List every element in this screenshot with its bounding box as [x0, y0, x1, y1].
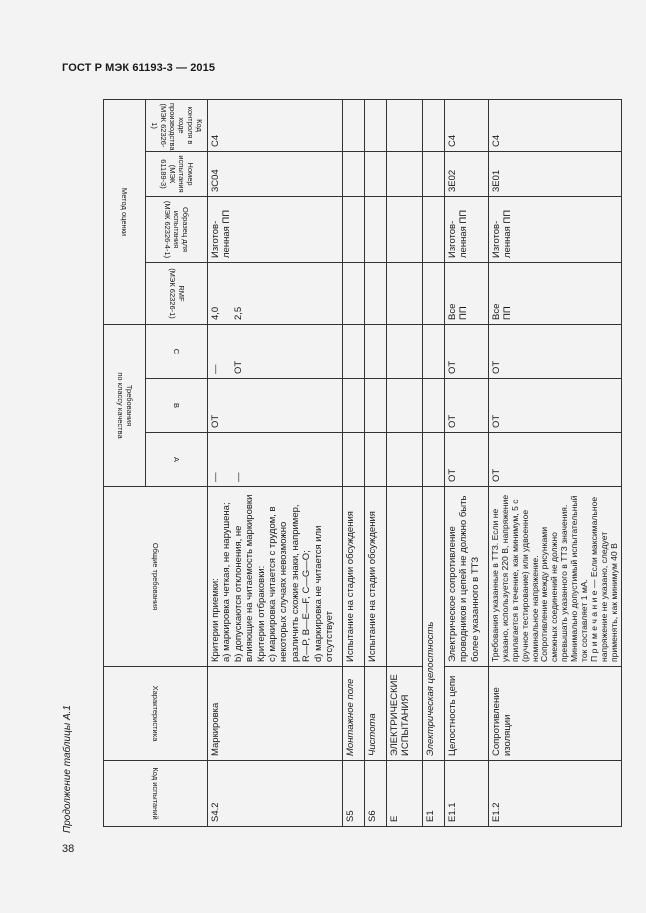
cell-code: E1.2 [489, 761, 622, 827]
header-characteristic: Характеристика [104, 667, 208, 761]
cell-test-number [387, 152, 423, 197]
table-row [423, 100, 445, 827]
header-requirements: Общие требования [104, 487, 208, 667]
cell-rmf: Все ПП [489, 263, 622, 325]
cell-class-c [343, 325, 365, 379]
cell-requirements: Критерии приемки: а) маркировка четкая, не нарушена; b) допускаются отклонения, не влияющие на читаемость маркировки Критерии отбраковки: с) маркировка читается с трудом, в некоторых случаях невозможно различить схожие знаки, например, R—P, B—E—F, C—G—O; d) маркировка не читается или отсутствует [208, 487, 343, 667]
header-method-group: Метод оценки [104, 100, 146, 325]
cell-requirements: Испытание на стадии обсуждения [365, 487, 387, 667]
cell-characteristic: Маркировка [208, 667, 343, 761]
cell-test-number: 3E01 [489, 152, 622, 197]
cell-characteristic: Электрическая целостность [423, 487, 445, 761]
cell-code: E [387, 761, 423, 827]
cell-sample: Изготов- ленная ПП [445, 197, 489, 263]
cell-rmf: 4,0 2,5 [208, 263, 343, 325]
cell-class-a [387, 433, 423, 487]
cell-class-c [423, 325, 445, 379]
cell-rmf: Все ПП [445, 263, 489, 325]
cell-class-b: ОТ [208, 379, 343, 433]
cell-code: S5 [343, 761, 365, 827]
table-row [208, 100, 343, 827]
cell-class-b [387, 379, 423, 433]
cell-characteristic: Монтажное поле [343, 667, 365, 761]
cell-class-b [423, 379, 445, 433]
cell-code: S4.2 [208, 761, 343, 827]
cell-class-c [365, 325, 387, 379]
header-code: Код испытаний [104, 761, 208, 827]
table-row [343, 100, 365, 827]
cell-requirements: Требования указанные в ТТЗ. Если не указано, используется 220 В, напряжение прилагается в течение, как минимум, 5 с (ручное тестирование) или удвоенное номинальное напряжение. Сопротивление между рисунками смежных соединений не должно превышать указанного в ТТЗ значения. Минимально допустимый испытательный ток составляет 1 мА. П р и м е ч а н и е — Если максимальное напряжение не указано, следует применять, как минимум 40 В [489, 487, 622, 667]
cell-class-c: — ОТ [208, 325, 343, 379]
cell-characteristic: Чистота [365, 667, 387, 761]
header-class-c: C [146, 325, 208, 379]
cell-requirements: Испытание на стадии обсуждения [343, 487, 365, 667]
header-control-code: Код контроля в ходе производства (МЭК 62326-1) [146, 100, 208, 152]
cell-class-b: ОТ [445, 379, 489, 433]
cell-control-code [423, 100, 445, 152]
cell-class-a [343, 433, 365, 487]
cell-class-a [423, 433, 445, 487]
header-class-b: B [146, 379, 208, 433]
rotated-table-frame [103, 100, 619, 827]
cell-class-a: — — [208, 433, 343, 487]
cell-sample: Изготов- ленная ПП [208, 197, 343, 263]
cell-class-b: ОТ [489, 379, 622, 433]
cell-characteristic: ЭЛЕКТРИЧЕСКИЕ ИСПЫТАНИЯ [387, 667, 423, 761]
cell-test-number [365, 152, 387, 197]
cell-test-number [423, 152, 445, 197]
header-rmf: RMF (МЭК 62326-1) [146, 263, 208, 325]
table-row [387, 100, 423, 827]
header-sample: Образец для испытания (МЭК 62326-4-1) [146, 197, 208, 263]
cell-requirements: Электрическое сопротивление проводников и цепей не должно быть более указанного в ТТЗ [445, 487, 489, 667]
table-row [365, 100, 387, 827]
header-test-number: Номер испытания (МЭК 61189-3) [146, 152, 208, 197]
cell-control-code [387, 100, 423, 152]
cell-control-code [365, 100, 387, 152]
cell-code: S6 [365, 761, 387, 827]
header-class-a: A [146, 433, 208, 487]
table-caption: Продолжение таблицы А.1 [62, 705, 73, 833]
cell-class-c: ОТ [445, 325, 489, 379]
cell-class-b [365, 379, 387, 433]
cell-rmf [343, 263, 365, 325]
header-quality-group: Требования по классу качества [104, 325, 146, 487]
requirements-table [103, 99, 622, 827]
cell-control-code [343, 100, 365, 152]
cell-characteristic: Сопротивление изоляции [489, 667, 622, 761]
cell-test-number: 3C04 [208, 152, 343, 197]
cell-rmf [365, 263, 387, 325]
cell-class-a [365, 433, 387, 487]
cell-characteristic: Целостность цепи [445, 667, 489, 761]
cell-test-number [343, 152, 365, 197]
cell-control-code: C4 [208, 100, 343, 152]
document-header: ГОСТ Р МЭК 61193-3 — 2015 [62, 62, 216, 74]
cell-control-code: C4 [489, 100, 622, 152]
cell-sample: Изготов- ленная ПП [489, 197, 622, 263]
cell-requirements [387, 487, 423, 667]
cell-sample [423, 197, 445, 263]
cell-sample [365, 197, 387, 263]
page-number: 38 [62, 843, 75, 855]
table-row [445, 100, 489, 827]
cell-class-b [343, 379, 365, 433]
cell-class-c [387, 325, 423, 379]
cell-class-a: ОТ [445, 433, 489, 487]
cell-rmf [423, 263, 445, 325]
cell-code: E1.1 [445, 761, 489, 827]
cell-test-number: 3E02 [445, 152, 489, 197]
cell-rmf [387, 263, 423, 325]
cell-class-c: ОТ [489, 325, 622, 379]
table-row [489, 100, 622, 827]
cell-sample [343, 197, 365, 263]
cell-code: E1 [423, 761, 445, 827]
cell-control-code: C4 [445, 100, 489, 152]
cell-sample [387, 197, 423, 263]
cell-class-a: ОТ [489, 433, 622, 487]
